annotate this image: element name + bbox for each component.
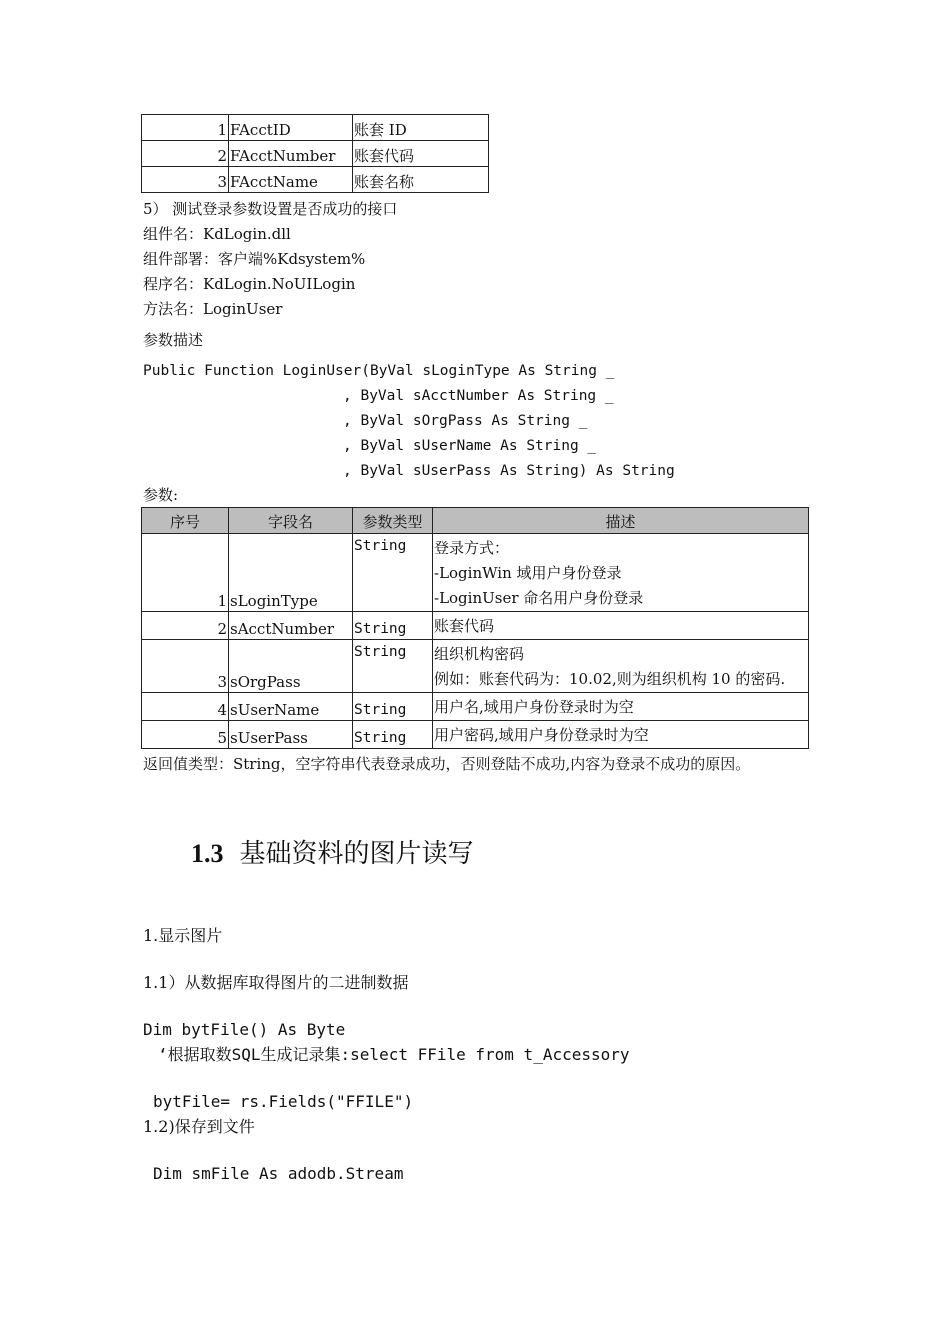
- param-cell-no: 5: [142, 721, 229, 749]
- param-cell-field: sLoginType: [229, 534, 353, 612]
- acct-cell-field: FAcctID: [229, 115, 353, 141]
- param-cell-type: String: [353, 534, 433, 612]
- code-line-4: , ByVal sUserName As String _: [343, 438, 597, 454]
- code-line-2: , ByVal sAcctNumber As String _: [343, 388, 614, 404]
- param-table-row: [142, 534, 809, 612]
- section5-title: 5） 测试登录参数设置是否成功的接口: [143, 200, 398, 218]
- param-desc-line: 用户密码,域用户身份登录时为空: [434, 726, 649, 744]
- param-cell-desc: [433, 721, 809, 749]
- param-table-row: [142, 693, 809, 721]
- param-cell-desc: [433, 640, 809, 693]
- acct-table-row: [142, 167, 489, 193]
- param-table: [141, 507, 809, 749]
- code-dim-smfile: Dim smFile As adodb.Stream: [153, 1164, 404, 1183]
- code-line-5: , ByVal sUserPass As String) As String: [343, 463, 675, 479]
- param-cell-field: sUserPass: [229, 721, 353, 749]
- acct-cell-no: 3: [142, 167, 229, 193]
- header-type: 参数类型: [353, 508, 433, 534]
- param-cell-field: sUserName: [229, 693, 353, 721]
- code-dim-bytfile: Dim bytFile() As Byte: [143, 1020, 346, 1039]
- program-name: 程序名：KdLogin.NoUILogin: [143, 275, 356, 293]
- param-table-row: [142, 721, 809, 749]
- param-cell-no: 1: [142, 534, 229, 612]
- param-cell-desc: [433, 612, 809, 640]
- param-desc-line: 用户名,域用户身份登录时为空: [434, 698, 634, 716]
- acct-table-row: [142, 115, 489, 141]
- param-cell-field: sOrgPass: [229, 640, 353, 693]
- param-desc-line: -LoginWin 域用户身份登录: [434, 564, 622, 582]
- param-desc-line: -LoginUser 命名用户身份登录: [434, 589, 644, 607]
- code-bytfile-assign: bytFile= rs.Fields("FFILE"): [153, 1092, 414, 1111]
- code-line-1: Public Function LoginUser(ByVal sLoginType As String _: [143, 363, 615, 379]
- header-no: 序号: [142, 508, 229, 534]
- acct-table: [141, 114, 489, 193]
- step-1-2: 1.2)保存到文件: [143, 1117, 255, 1136]
- acct-cell-field: FAcctName: [229, 167, 353, 193]
- acct-cell-no: 2: [142, 141, 229, 167]
- code-line-3: , ByVal sOrgPass As String _: [343, 413, 588, 429]
- acct-cell-desc: 账套名称: [353, 167, 489, 193]
- param-cell-type: String: [353, 640, 433, 693]
- param-cell-no: 2: [142, 612, 229, 640]
- component-deploy: 组件部署：客户端%Kdsystem%: [143, 250, 366, 268]
- header-field: 字段名: [229, 508, 353, 534]
- param-cell-type: String: [353, 721, 433, 749]
- section-heading: [178, 803, 474, 870]
- param-cell-type: String: [353, 693, 433, 721]
- return-value-text: 返回值类型：String，空字符串代表登录成功，否则登陆不成功,内容为登录不成功的原因。: [143, 755, 751, 773]
- acct-cell-no: 1: [142, 115, 229, 141]
- param-cell-field: sAcctNumber: [229, 612, 353, 640]
- component-name: 组件名：KdLogin.dll: [143, 225, 291, 243]
- params-label: 参数:: [143, 486, 179, 504]
- param-cell-no: 3: [142, 640, 229, 693]
- param-cell-desc: [433, 534, 809, 612]
- show-image-label: 1.显示图片: [143, 926, 223, 945]
- code-comment: ‘根据取数SQL生成记录集:select FFile from t_Accessory: [158, 1045, 630, 1064]
- param-desc-line: 例如：账套代码为：10.02,则为组织机构 10 的密码.: [434, 670, 786, 688]
- param-cell-type: String: [353, 612, 433, 640]
- acct-table-row: [142, 141, 489, 167]
- method-name: 方法名：LoginUser: [143, 300, 283, 318]
- param-cell-desc: [433, 693, 809, 721]
- heading-number: 1.3: [191, 839, 224, 868]
- acct-cell-desc: 账套代码: [353, 141, 489, 167]
- param-table-row: [142, 640, 809, 693]
- param-desc-line: 登录方式：: [434, 539, 510, 557]
- param-table-row: [142, 612, 809, 640]
- heading-title: 基础资料的图片读写: [239, 839, 474, 868]
- param-cell-no: 4: [142, 693, 229, 721]
- header-desc: 描述: [433, 508, 809, 534]
- acct-cell-desc: 账套 ID: [353, 115, 489, 141]
- acct-cell-field: FAcctNumber: [229, 141, 353, 167]
- step-1-1: 1.1）从数据库取得图片的二进制数据: [143, 973, 409, 992]
- param-desc-label: 参数描述: [143, 331, 204, 349]
- param-desc-line: 组织机构密码: [434, 645, 525, 663]
- param-desc-line: 账套代码: [434, 617, 495, 635]
